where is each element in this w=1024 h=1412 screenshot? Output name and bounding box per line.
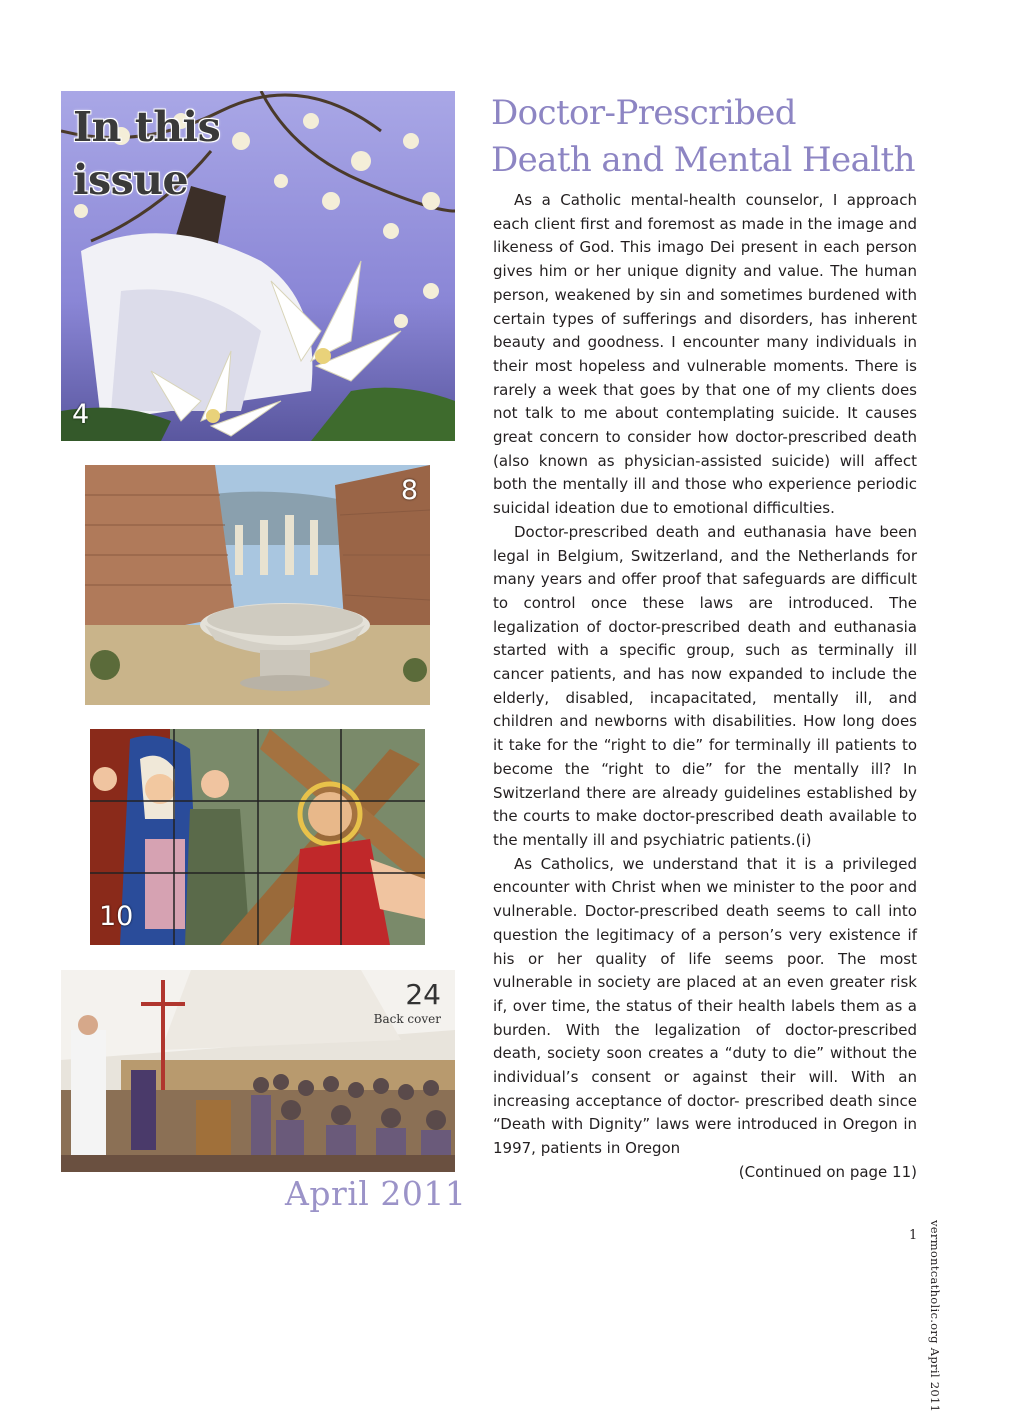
article-paragraph: As a Catholic mental-health counselor, I approach each client first and foremost as made in the image and likeness of God. This imago Dei present in each person gives him or her unique dignity and value. The human person, weakened by sin and sometimes burdened with certain types of sufferings and disorders, has inherent beauty and goodness. I encounter many individuals in their most hopeless and vulnerable moments. There is rarely a week that goes by that one of my clients does not talk to me about contemplating suicide. It causes great concern to consider how doctor-prescribed death (also known as physician-assisted suicide) will affect both the mentally ill and those who experience periodic suicidal ideation due to emotional difficulties.	[493, 191, 917, 518]
photo-stained-glass	[90, 729, 425, 945]
article-paragraph: As Catholics, we understand that it is a privileged encounter with Christ when we minister to the poor and vulnerable. Doctor-prescribed death seems to call into question the legitimacy of a person’s very existence if his or her quality of life seems poor. The most vulnerable in society are placed at an even greater risk if, over time, the status of their health labels them as a burden. With the legalization of doctor-prescribed death, society soon creates a “duty to die” without the individual’s consent or against their will. With an increasing acceptance of doctor- prescribed death since “Death with Dignity” laws were introduced in Oregon in 1997, patients in Oregon	[493, 854, 917, 1158]
page-ref-number: 10	[99, 901, 134, 932]
photo-ruins	[85, 465, 430, 705]
article-body	[493, 189, 917, 1185]
stained-glass-image	[90, 729, 425, 945]
article-title-text: Doctor-Prescribed Death and Mental Health	[491, 93, 915, 180]
issue-date: April 2011	[285, 1174, 467, 1213]
page-ref-number: 4	[72, 399, 90, 430]
photo-church-congregation	[61, 970, 455, 1172]
article-paragraph: Doctor-prescribed death and euthanasia have been legal in Belgium, Switzerland, and the Netherlands for many years and offer proof that safeguards are difficult to control once these laws are introduced. The legalization of doctor-prescribed death and euthanasia started with a specific group, such as terminally ill cancer patients, and has now expanded to include the elderly, disabled, incapacitated, mentally ill, and children and newborns with disabilities. How long does it take for the “right to die” for terminally ill patients to become the “right to die” for the mentally ill? In Switzerland there are already guidelines established by the courts to make doctor-prescribed death available to the mentally ill and psychiatric patients.(i)	[493, 522, 917, 849]
ruins-image	[85, 465, 430, 705]
in-this-issue-heading: In this issue	[73, 103, 221, 204]
continued-link[interactable]: (Continued on page 11)	[738, 1162, 917, 1181]
page-number: 1	[909, 1228, 918, 1243]
cover-photo-lilies	[61, 91, 455, 441]
side-credit: vermontcatholic.org April 2011	[928, 1220, 942, 1412]
back-cover-caption: Back cover	[373, 1012, 441, 1026]
article-title	[491, 90, 915, 184]
page-ref-number: 8	[400, 475, 418, 506]
church-image	[61, 970, 455, 1172]
page-ref-number: 24	[405, 978, 441, 1011]
